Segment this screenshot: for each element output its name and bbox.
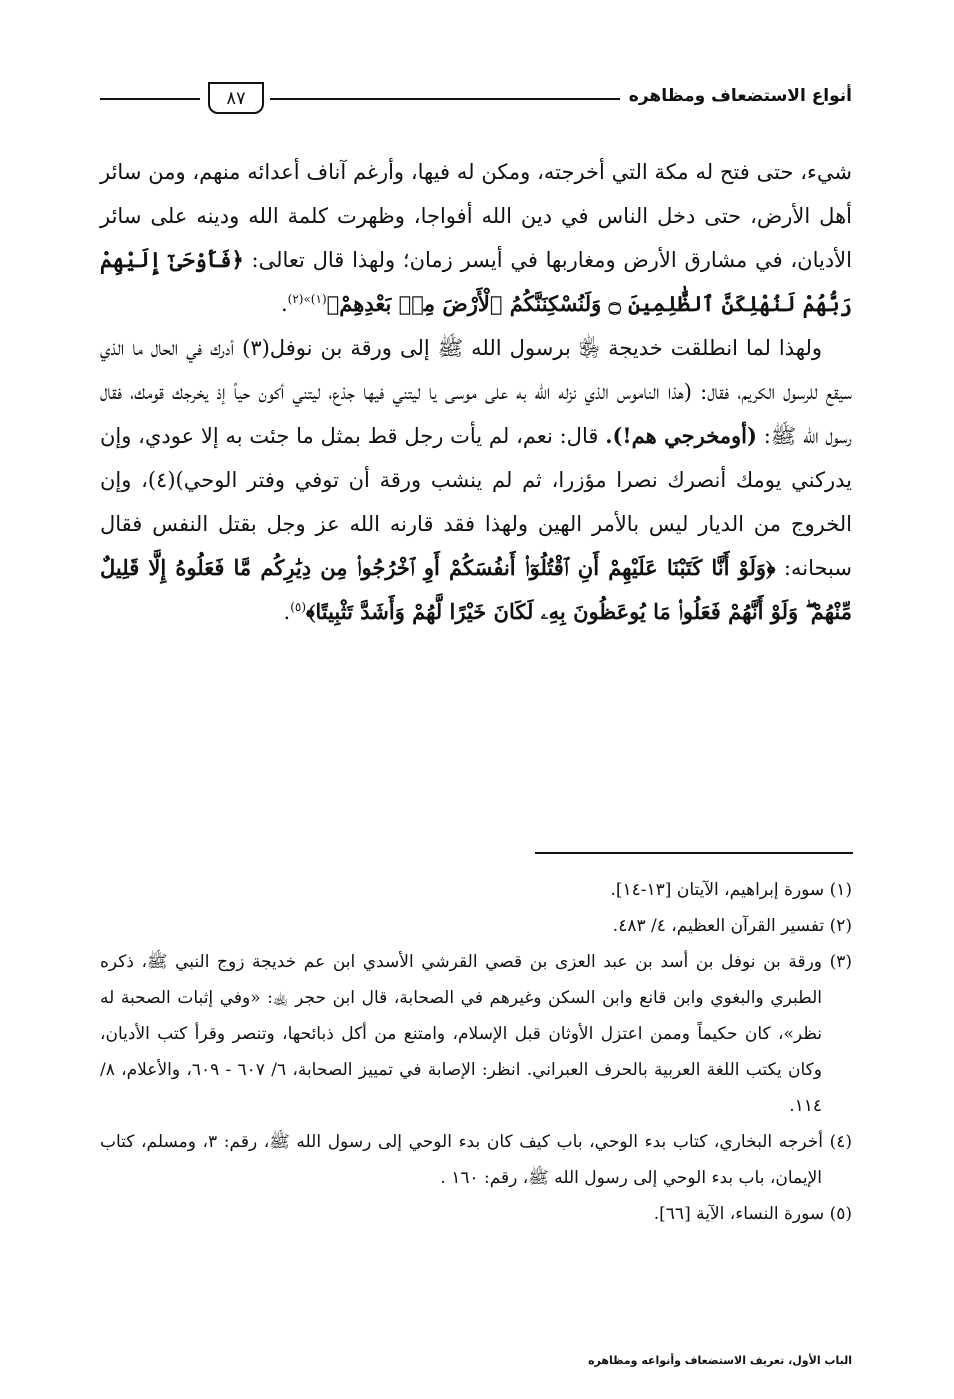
- footnote-refs-1-2: (١)»(٢): [287, 292, 327, 306]
- chapter-footer: الباب الأول، تعريف الاستضعاف وأنواعه ومظاهره: [588, 1354, 852, 1367]
- paragraph-2-end: .: [283, 600, 291, 624]
- footnote-5: (٥) سورة النساء، الآية [٦٦].: [653, 1204, 852, 1224]
- paragraph-1-end: .: [280, 292, 288, 316]
- footnote-ref-5: (٥): [290, 600, 307, 614]
- footnote-1: (١) سورة إبراهيم، الآيتان [١٣-١٤].: [610, 880, 852, 900]
- footnote-4: (٤) أخرجه البخاري، كتاب بدء الوحي، باب كيف كان بدء الوحي إلى رسول الله ﷺ، رقم: ٣، ومسلم، كتاب الإيمان، باب بدء الوحي إلى رسول الله ﷺ، رقم: ١٦٠ .: [100, 1132, 852, 1188]
- prophet-quote: (أومخرجي هم!).: [605, 423, 757, 448]
- paragraph-2: [100, 326, 852, 634]
- paragraph-2-text: ولهذا لما انطلقت خديجة ﵂ برسول الله ﷺ إلى ورقة بن نوفل(٣) أدرك في الحال ما الذي سيقع للرسول الكريم، فقال: (هذا الناموس الذي نزله الله به على موسى يا ليتني فيها جذع، ليتني أكون حياً إذ يخرجك قومك، فقال رسول الله ﷺ:: [100, 336, 852, 448]
- page-number: ٨٧: [208, 82, 264, 114]
- paragraph-1: [100, 150, 852, 326]
- quran-verse-2: ﴿وَلَوْ أَنَّا كَتَبْنَا عَلَيْهِمْ أَنِ ٱقْتُلُوٓا۟ أَنفُسَكُمْ أَوِ ٱخْرُجُوا۟ مِن دِيَٰرِكُم مَّا فَعَلُوهُ إِلَّا قَلِيلٌ مِّنْهُمْ ۖ وَلَوْ أَنَّهُمْ فَعَلُوا۟ مَا يُوعَظُونَ بِهِۦ لَكَانَ خَيْرًا لَّهُمْ وَأَشَدَّ تَثْبِيتًا﴾: [100, 555, 852, 624]
- running-header: [100, 80, 852, 124]
- header-rule-left: [100, 98, 200, 100]
- footnote-3: (٣) ورقة بن نوفل بن أسد بن عبد العزى بن قصي القرشي الأسدي ابن عم خديجة زوج النبي ﷺ، ذكره الطبري والبغوي وابن قانع وابن السكن وغيرهم في الصحابة، قال ابن حجر ﵀: «وفي إثبات الصحبة له نظر»، كان حكيماً وممن اعتزل الأوثان قبل الإسلام، وامتنع من أكل ذبائحها، وتنصر وقرأ كتب الأديان، وكان يكتب اللغة العربية بالحرف العبراني. انظر: الإصابة في تمييز الصحابة، ٦/ ٦٠٧ - ٦٠٩، والأعلام، ٨/ ١١٤.: [100, 952, 852, 1116]
- main-text: [100, 150, 852, 634]
- header-title: أنواع الاستضعاف ومظاهره: [628, 86, 852, 106]
- footnote-2: (٢) تفسير القرآن العظيم، ٤/ ٤٨٣.: [612, 916, 852, 936]
- paragraph-2-continuation: قال: نعم، لم يأت رجل قط بمثل ما جئت به إلا عودي، وإن يدركني يومك أنصرك نصرا مؤزرا، ثم لم ينشب ورقة أن توفي وفتر الوحي)(٤)، وإن الخروج من الديار ليس بالأمر الهين ولهذا فقد قارنه الله عز وجل بقتل النفس فقال سبحانه:: [100, 424, 853, 580]
- header-rule-right: [270, 98, 620, 100]
- paragraph-1-text: شيء، حتى فتح له مكة التي أخرجته، ومكن له فيها، وأرغم آناف أعدائه منهم، ومن سائر أهل الأرض، حتى دخل الناس في دين الله أفواجا، وظهرت كلمة الله ودينه على سائر الأديان، في مشارق الأرض ومغاربها في أيسر زمان؛ ولهذا قال تعالى:: [100, 160, 852, 272]
- footnote-separator: [535, 852, 853, 854]
- quran-verse-1: ﴿فَأَوْحَىٰٓ إِلَيْهِمْ رَبُّهُمْ لَنُهْلِكَنَّ ٱلظَّٰلِمِينَ ۝ وَلَنُسْكِنَنَّكُمُ ٱلْأَرْضَ مِنۢ بَعْدِهِمْ﴾: [100, 247, 852, 316]
- footnotes: [100, 872, 852, 1232]
